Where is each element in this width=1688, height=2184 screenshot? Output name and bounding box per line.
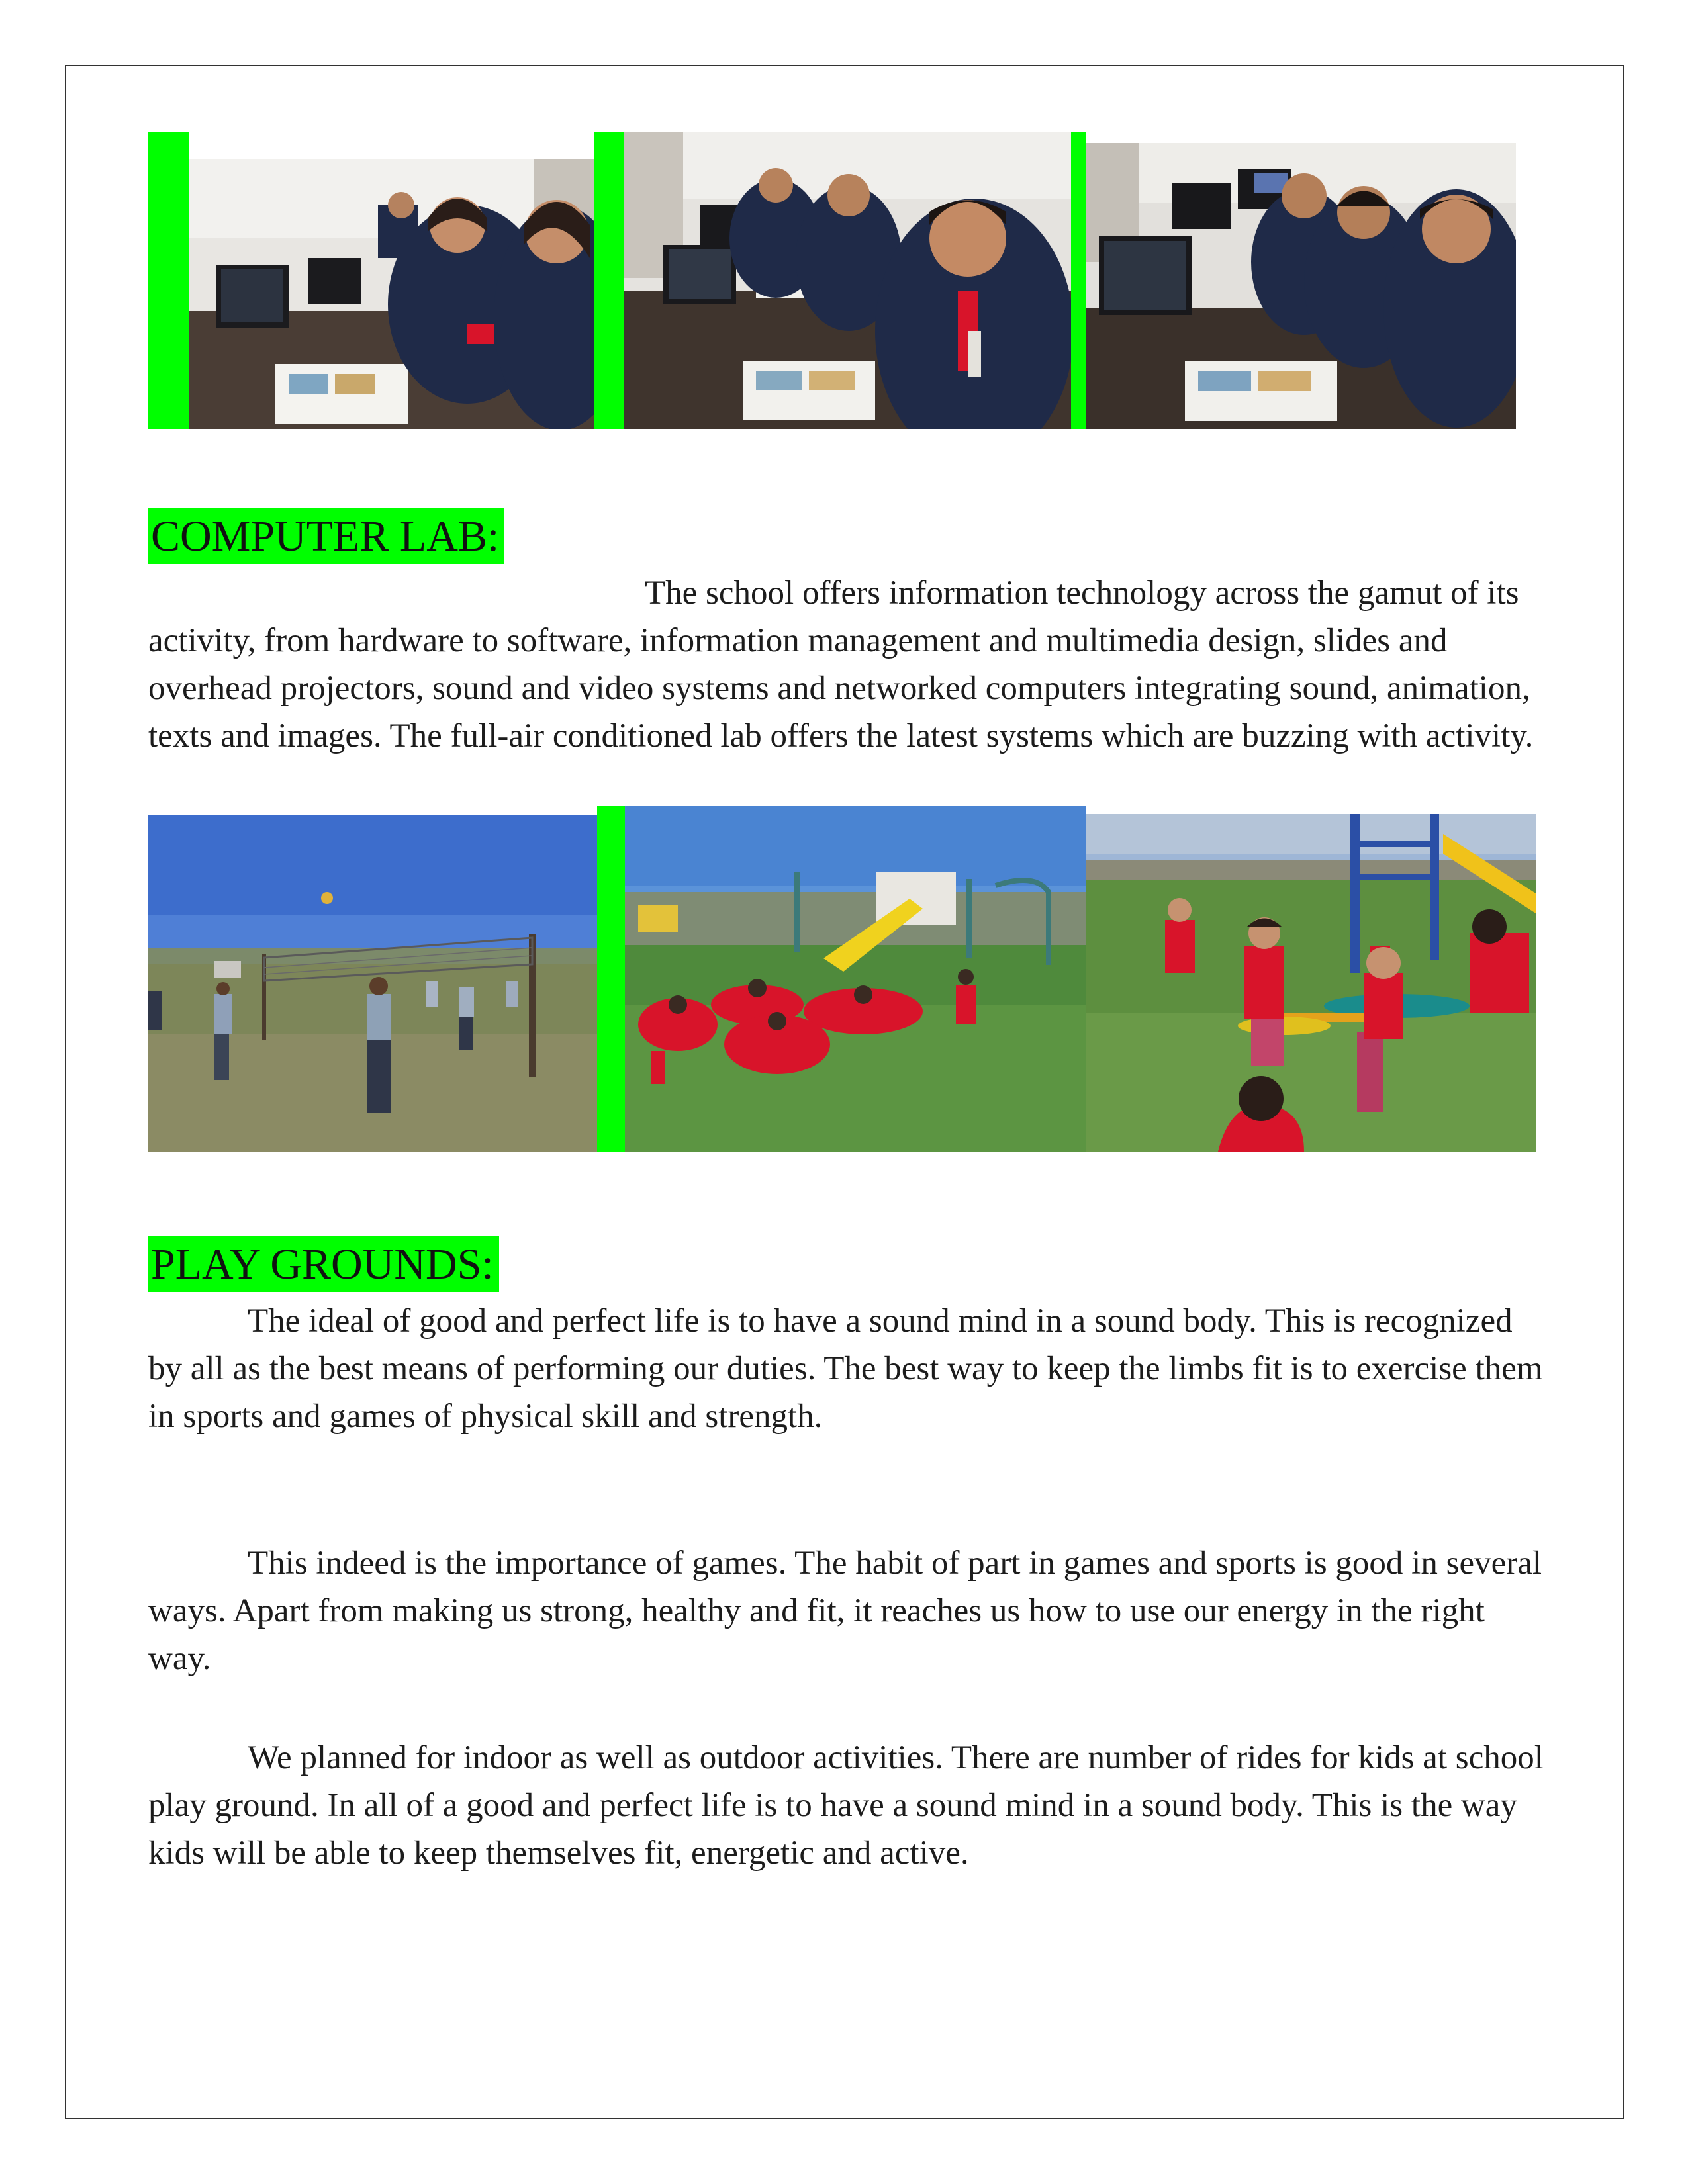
green-strip-right <box>1071 132 1086 429</box>
volleyball-photo <box>148 815 597 1152</box>
play-grounds-paragraph-2: This indeed is the importance of games. The habit of part in games and sports is good in several ways. Apart from making us strong, healthy and fit, it reaches us how to use our energy in the right way. <box>148 1545 1542 1677</box>
playground-slide-photo <box>625 806 1086 1152</box>
play-grounds-heading: PLAY GROUNDS: <box>148 1236 499 1292</box>
green-strip-bottom <box>597 806 625 1152</box>
computer-lab-photo-1 <box>189 159 594 429</box>
playground-seesaw-photo <box>1086 814 1536 1152</box>
green-strip-left <box>148 132 189 429</box>
computer-lab-heading: COMPUTER LAB: <box>148 508 504 564</box>
play-grounds-paragraph-3: We planned for indoor as well as outdoor activities. There are number of rides for kids at school play ground. In all of a good and perfect life is to have a sound mind in a sound body. This is the way kids will be able to keep themselves fit, energetic and active. <box>148 1739 1544 1872</box>
green-strip-mid <box>594 132 624 429</box>
computer-lab-photo-2 <box>624 132 1071 429</box>
play-grounds-paragraph-1: The ideal of good and perfect life is to have a sound mind in a sound body. This is recognized by all as the best means of performing our duties. The best way to keep the limbs fit is to exercise them in sports and games of physical skill and strength. <box>148 1302 1543 1435</box>
computer-lab-photo-3 <box>1086 143 1516 429</box>
computer-lab-paragraph: The school offers information technology across the gamut of its activity, from hardware to software, information management and multimedia design, slides and overhead projectors, sound and video systems and networked computers integrating sound, animation, texts and images. The full-air conditioned lab offers the latest systems which are buzzing with activity. <box>148 574 1534 754</box>
